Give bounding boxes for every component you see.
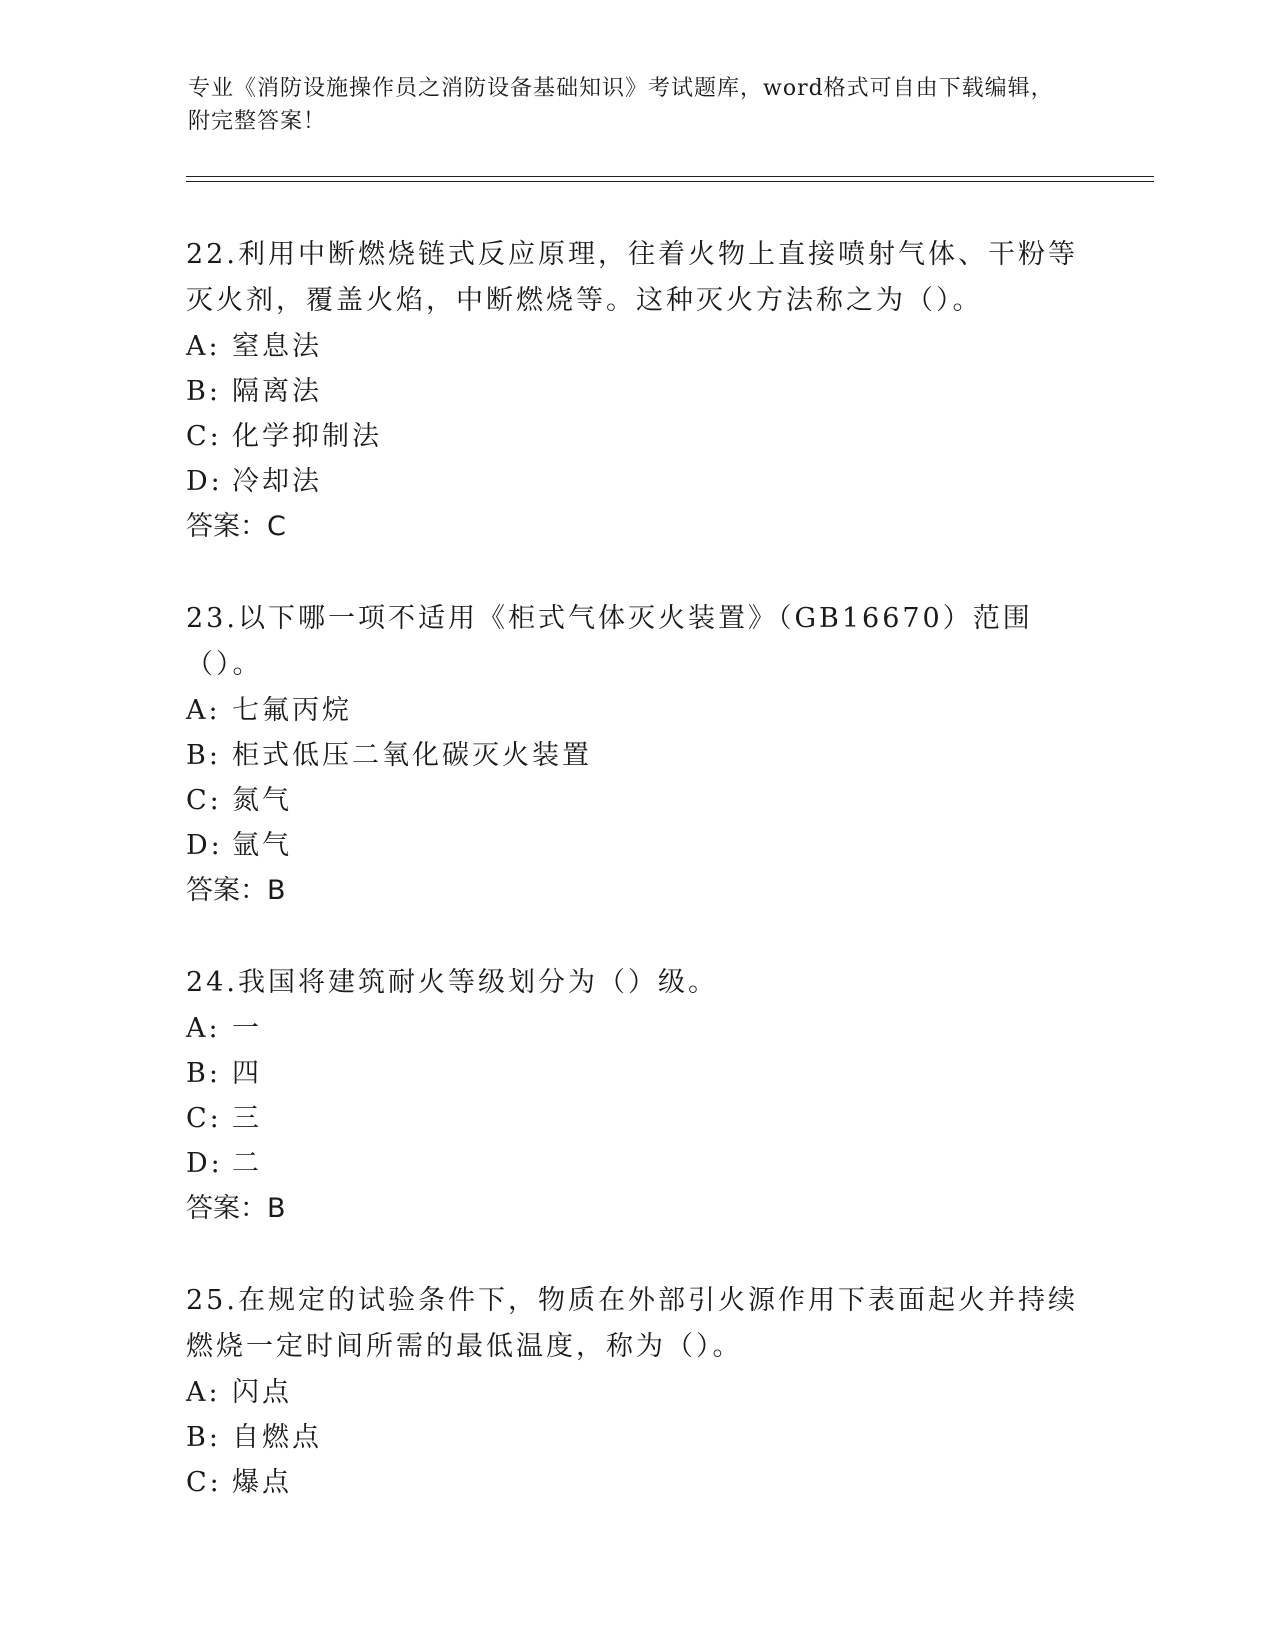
- option-text: 三: [232, 1103, 262, 1134]
- option-letter: B:: [186, 740, 221, 771]
- option-letter: C:: [186, 421, 222, 452]
- option-b: [186, 1051, 1086, 1096]
- option-d: [186, 459, 1086, 504]
- document-header: 专业《消防设施操作员之消防设备基础知识》考试题库，word格式可自由下载编辑，附完整答案！: [188, 76, 1054, 134]
- option-letter: A:: [186, 695, 221, 726]
- option-letter: B:: [186, 1422, 221, 1453]
- question-stem: 22.利用中断燃烧链式反应原理，往着火物上直接喷射气体、干粉等灭火剂，覆盖火焰，中断燃烧等。这种灭火方法称之为（）。: [186, 239, 1078, 316]
- option-letter: D:: [186, 830, 223, 861]
- option-a: [186, 1006, 1086, 1051]
- option-b: [186, 1415, 1086, 1460]
- option-c: [186, 414, 1086, 459]
- question-25: [186, 1278, 1086, 1505]
- option-text: 氩气: [232, 830, 292, 861]
- option-text: 爆点: [232, 1467, 292, 1498]
- option-text: 氮气: [232, 785, 292, 816]
- answer-line: 答案：C: [186, 511, 286, 542]
- header-divider: [186, 176, 1154, 182]
- option-c: [186, 778, 1086, 823]
- option-a: [186, 688, 1086, 733]
- option-text: 柜式低压二氧化碳灭火装置: [232, 740, 592, 771]
- question-24: [186, 960, 1086, 1232]
- option-c: [186, 1460, 1086, 1505]
- option-letter: B:: [186, 376, 221, 407]
- option-d: [186, 1141, 1086, 1186]
- option-letter: C:: [186, 1467, 222, 1498]
- option-letter: A:: [186, 1013, 221, 1044]
- question-stem: 23.以下哪一项不适用《柜式气体灭火装置》（GB16670）范围（）。: [186, 603, 1033, 680]
- option-text: 自燃点: [232, 1422, 322, 1453]
- option-c: [186, 1096, 1086, 1141]
- answer-line: 答案：B: [186, 875, 286, 906]
- option-letter: D:: [186, 466, 223, 497]
- option-text: 冷却法: [232, 466, 322, 497]
- question-23: [186, 596, 1086, 914]
- question-list: [186, 232, 1086, 1551]
- option-text: 闪点: [232, 1377, 292, 1408]
- option-letter: B:: [186, 1058, 221, 1089]
- option-a: [186, 1370, 1086, 1415]
- option-text: 隔离法: [232, 376, 322, 407]
- question-22: [186, 232, 1086, 550]
- option-b: [186, 733, 1086, 778]
- option-letter: C:: [186, 1103, 222, 1134]
- option-letter: A:: [186, 331, 221, 362]
- option-letter: D:: [186, 1148, 223, 1179]
- option-text: 七氟丙烷: [232, 695, 352, 726]
- option-text: 二: [232, 1148, 262, 1179]
- question-stem: 25.在规定的试验条件下，物质在外部引火源作用下表面起火并持续燃烧一定时间所需的最低温度，称为（）。: [186, 1285, 1078, 1362]
- option-b: [186, 369, 1086, 414]
- question-stem: 24.我国将建筑耐火等级划分为（）级。: [186, 967, 718, 998]
- option-letter: A:: [186, 1377, 221, 1408]
- option-text: 四: [232, 1058, 262, 1089]
- option-text: 化学抑制法: [232, 421, 382, 452]
- option-text: 一: [232, 1013, 262, 1044]
- option-text: 窒息法: [232, 331, 322, 362]
- option-letter: C:: [186, 785, 222, 816]
- option-d: [186, 823, 1086, 868]
- answer-line: 答案：B: [186, 1193, 286, 1224]
- option-a: [186, 324, 1086, 369]
